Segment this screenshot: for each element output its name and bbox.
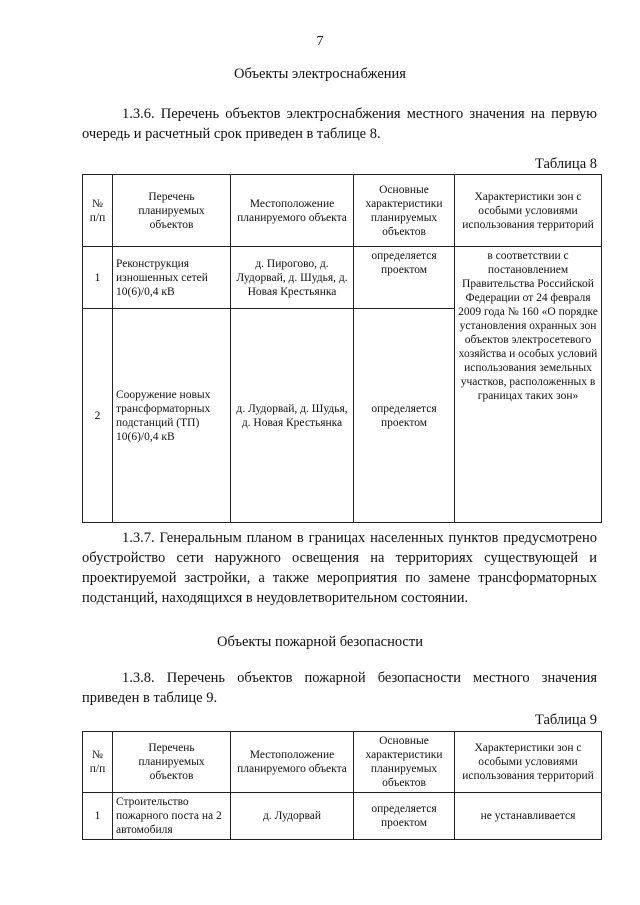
row-object-name: Сооружение новых трансформаторных подстанций (ТП) 10(6)/0,4 кВ [113,309,231,523]
section-title-power-supply: Объекты электроснабжения [234,66,406,82]
row-characteristics: определяется проектом [354,247,455,309]
table-row [83,793,602,840]
row-zones: не устанавливается [455,793,602,840]
row-number: 1 [83,793,113,840]
table9-header-characteristics: Основные характеристики планируемых объектов [354,732,455,793]
table8-header-characteristics: Основные характеристики планируемых объектов [354,175,455,247]
table9-caption: Таблица 9 [534,712,597,728]
table8-header-row [83,175,602,247]
table8-caption: Таблица 8 [534,156,597,172]
section-title-fire-safety: Объекты пожарной безопасности [217,634,423,650]
table8-header-num: № п/п [83,175,113,247]
table9-header-location: Местоположение планируемого объекта [231,732,354,793]
row-location: д. Лудорвай, д. Шудья, д. Новая Крестьянка [231,309,354,523]
table-8 [82,174,602,523]
paragraph-1-3-7: 1.3.7. Генеральным планом в границах населенных пунктов предусмотрено обустройство сети наружного освещения на территориях существующей и проектируемой застройки, а также мероприятия по замене трансформаторных подстанций, находящихся в неудовлетворительном состоянии. [82,530,597,606]
table8-header-objects: Перечень планируемых объектов [113,175,231,247]
row-location: д. Лудорвай [231,793,354,840]
table9-header-num: № п/п [83,732,113,793]
table9-header-objects: Перечень планируемых объектов [113,732,231,793]
zones-cell: в соответствии с постановлением Правительства Российской Федерации от 24 февраля 2009 года № 160 «О порядке установления охранных зон объектов электросетевого хозяйства и особых условий использования земельных участков, расположенных в границах таких зон» [455,247,602,523]
row-object-name: Строительство пожарного поста на 2 автомобиля [113,793,231,840]
table8-header-location: Местоположение планируемого объекта [231,175,354,247]
row-location: д. Пирогово, д. Лудорвай, д. Шудья, д. Новая Крестьянка [231,247,354,309]
table8-header-zones: Характеристики зон с особыми условиями использования территорий [455,175,602,247]
page-number: 7 [316,34,324,49]
table9-header-zones: Характеристики зон с особыми условиями использования территорий [455,732,602,793]
row-number: 2 [83,309,113,523]
table9-header-row [83,732,602,793]
table-row [83,247,602,309]
row-number: 1 [83,247,113,309]
row-characteristics: определяется проектом [354,309,455,523]
paragraph-1-3-8: 1.3.8. Перечень объектов пожарной безопасности местного значения приведен в таблице 9. [82,670,597,706]
table-9 [82,731,602,840]
paragraph-1-3-6: 1.3.6. Перечень объектов электроснабжения местного значения на первую очередь и расчетный срок приведен в таблице 8. [82,106,597,142]
row-characteristics: определяется проектом [354,793,455,840]
row-object-name: Реконструкция изношенных сетей 10(6)/0,4 кВ [113,247,231,309]
